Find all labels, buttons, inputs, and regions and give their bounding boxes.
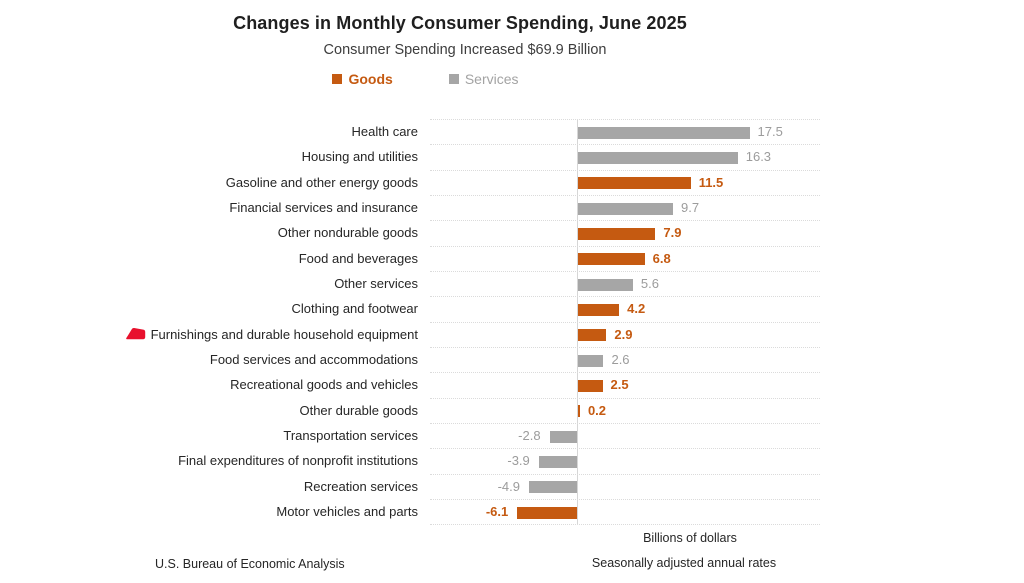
services-legend-swatch-icon <box>449 74 459 84</box>
category-label <box>0 499 418 524</box>
category-label <box>0 448 418 473</box>
category-label <box>0 220 418 245</box>
legend-item-services <box>449 71 519 87</box>
category-label-text: Recreation services <box>303 478 418 494</box>
category-label-text: Other services <box>334 276 418 292</box>
services-bar <box>578 127 750 139</box>
category-label-text: Transportation services <box>283 428 418 444</box>
legend-item-goods <box>332 71 392 87</box>
row-plot-cell <box>430 144 820 169</box>
category-label <box>0 347 418 372</box>
chart-row <box>0 144 1024 169</box>
category-label-text: Motor vehicles and parts <box>276 504 418 520</box>
value-label: 2.6 <box>611 352 630 368</box>
goods-bar <box>578 329 606 341</box>
services-bar <box>578 152 738 164</box>
category-label <box>0 170 418 195</box>
category-label-text: Health care <box>351 124 418 139</box>
row-plot-cell <box>430 398 820 423</box>
row-plot-cell <box>430 372 820 397</box>
value-label: 2.5 <box>610 377 629 393</box>
category-label-text: Food and beverages <box>298 250 418 266</box>
chart-row <box>0 271 1024 296</box>
category-label-text: Final expenditures of nonprofit institutions <box>178 453 418 469</box>
category-label-text: Clothing and footwear <box>291 301 418 317</box>
row-plot-cell <box>430 322 820 347</box>
chart-title: Changes in Monthly Consumer Spending, June 2025 <box>233 13 687 33</box>
category-label-text: Food services and accommodations <box>209 352 418 368</box>
chart-row <box>0 423 1024 448</box>
chart-subtitle: Consumer Spending Increased $69.9 Billion <box>323 42 607 58</box>
category-label-text: Gasoline and other energy goods <box>225 174 418 190</box>
chart-row <box>0 170 1024 195</box>
legend-label: Goods <box>348 71 393 87</box>
category-label-text: Housing and utilities <box>301 149 418 165</box>
chart-row <box>0 474 1024 499</box>
chart-row <box>0 499 1024 524</box>
services-bar <box>529 481 577 493</box>
value-label: 9.7 <box>681 200 700 216</box>
value-label: -4.9 <box>497 478 520 494</box>
chart-row <box>0 220 1024 245</box>
goods-bar <box>578 177 691 189</box>
row-plot-cell <box>430 499 820 524</box>
value-label: -6.1 <box>485 504 509 520</box>
chart-row <box>0 398 1024 423</box>
category-label <box>0 119 418 144</box>
row-plot-cell <box>430 195 820 220</box>
chart-row <box>0 296 1024 321</box>
category-label <box>0 322 418 347</box>
goods-bar <box>578 304 619 316</box>
goods-bar <box>517 507 577 519</box>
footnote-adjusted-rates: Seasonally adjusted annual rates <box>591 556 777 570</box>
legend-label: Services <box>464 71 519 87</box>
source-attribution: U.S. Bureau of Economic Analysis <box>155 557 345 571</box>
category-label <box>0 246 418 271</box>
services-bar <box>550 431 577 443</box>
row-plot-cell <box>430 347 820 372</box>
row-plot-cell <box>430 271 820 296</box>
row-plot-cell <box>430 448 820 473</box>
chart-rows <box>0 119 1024 525</box>
category-label <box>0 195 418 220</box>
chart-row <box>0 322 1024 347</box>
category-label <box>0 296 418 321</box>
category-label-text: Other durable goods <box>299 402 418 418</box>
category-label <box>0 271 418 296</box>
goods-bar <box>578 380 603 392</box>
red-flag-icon <box>125 326 147 341</box>
value-label: 17.5 <box>757 124 783 139</box>
x-axis-label: Billions of dollars <box>643 531 737 545</box>
value-label: 7.9 <box>663 225 682 241</box>
row-plot-cell <box>430 423 820 448</box>
category-label <box>0 474 418 499</box>
goods-bar <box>578 405 580 417</box>
category-label <box>0 423 418 448</box>
plot-area <box>0 119 1024 526</box>
chart-row <box>0 119 1024 144</box>
legend <box>0 70 851 88</box>
value-label: 16.3 <box>745 149 772 165</box>
category-label-text: Other nondurable goods <box>277 225 418 241</box>
goods-bar <box>578 228 655 240</box>
row-plot-cell <box>430 474 820 499</box>
services-bar <box>578 203 673 215</box>
row-plot-cell <box>430 296 820 321</box>
value-label: 11.5 <box>698 174 724 190</box>
value-label: 2.9 <box>614 326 633 342</box>
category-label <box>0 372 418 397</box>
row-plot-cell <box>430 170 820 195</box>
chart-row <box>0 246 1024 271</box>
value-label: 4.2 <box>627 301 646 317</box>
category-label <box>0 398 418 423</box>
plot-bottom-border <box>430 524 820 525</box>
category-label <box>0 144 418 169</box>
value-label: -2.8 <box>518 428 541 444</box>
chart-row <box>0 372 1024 397</box>
value-label: -3.9 <box>507 453 530 469</box>
value-label: 6.8 <box>652 250 671 266</box>
value-label: 5.6 <box>640 276 659 292</box>
value-label: 0.2 <box>587 402 607 418</box>
category-label-text: Financial services and insurance <box>229 200 418 216</box>
row-plot-cell <box>430 220 820 245</box>
goods-legend-swatch-icon <box>332 74 342 84</box>
services-bar <box>539 456 577 468</box>
category-label-text: Recreational goods and vehicles <box>230 377 418 393</box>
services-bar <box>578 279 633 291</box>
category-label-text: Furnishings and durable household equipment <box>150 326 418 342</box>
row-plot-cell <box>430 119 820 144</box>
goods-bar <box>578 253 645 265</box>
services-bar <box>578 355 603 367</box>
chart-row <box>0 448 1024 473</box>
chart-row <box>0 195 1024 220</box>
row-plot-cell <box>430 246 820 271</box>
chart-row <box>0 347 1024 372</box>
